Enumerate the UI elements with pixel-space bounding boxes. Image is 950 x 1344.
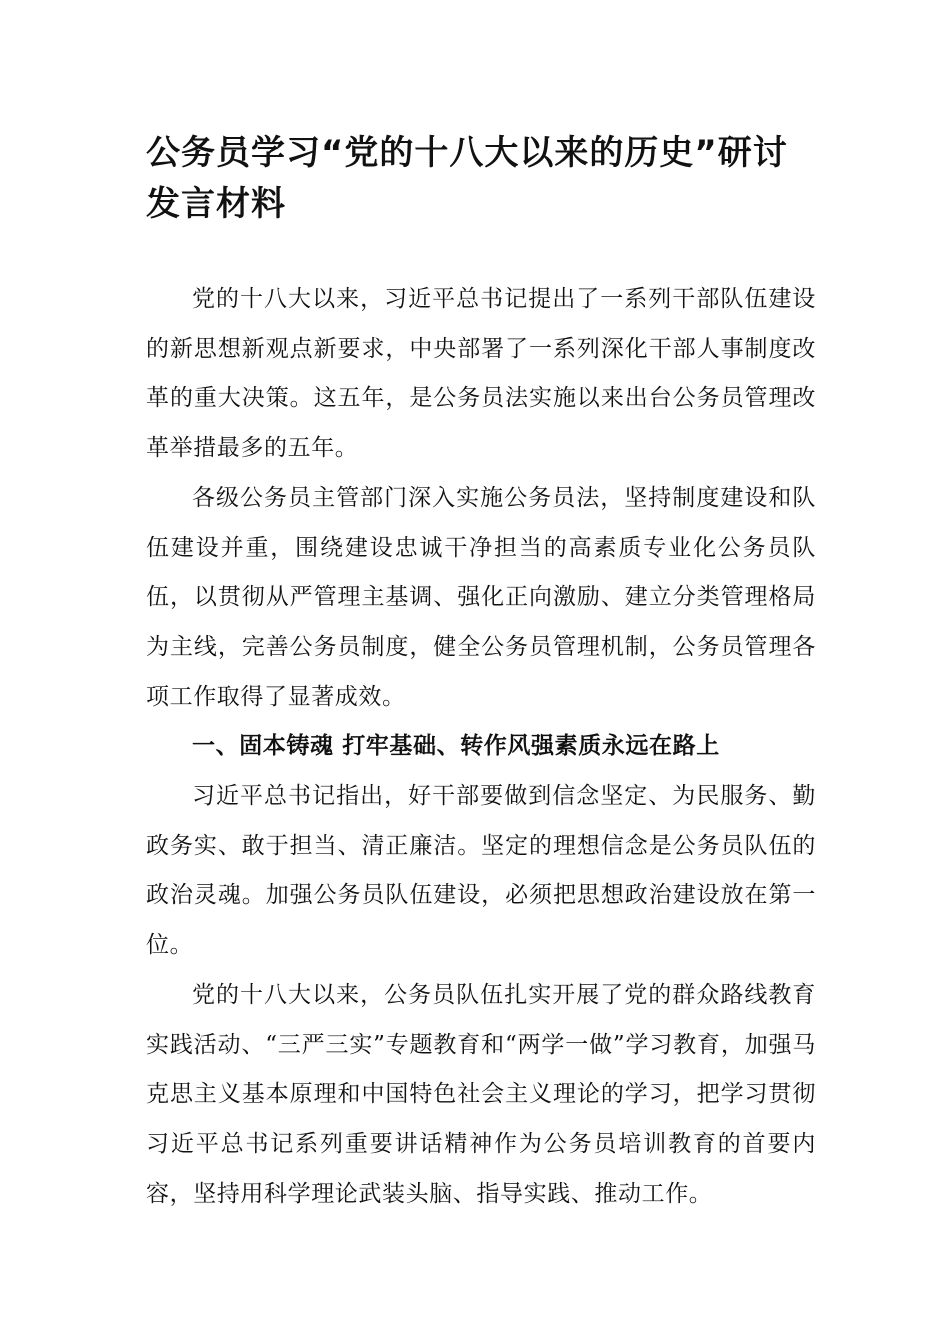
paragraph-achievements: 各级公务员主管部门深入实施公务员法，坚持制度建设和队伍建设并重，围绕建设忠诚干净担当的高素质专业化公务员队伍，以贯彻从严管理主基调、强化正向激励、建立分类管理格局为主线，完善公务员制度，健全公务员管理机制，公务员管理各项工作取得了显著成效。	[146, 484, 816, 710]
document-body	[146, 275, 816, 1219]
paragraph-education-campaigns: 党的十八大以来，公务员队伍扎实开展了党的群众路线教育实践活动、“三严三实”专题教育和“两学一做”学习教育，加强马克思主义基本原理和中国特色社会主义理论的学习，把学习贯彻习近平总书记系列重要讲话精神作为公务员培训教育的首要内容，坚持用科学理论武装头脑、指导实践、推动工作。	[146, 981, 816, 1207]
paragraph-intro: 党的十八大以来，习近平总书记提出了一系列干部队伍建设的新思想新观点新要求，中央部署了一系列深化干部人事制度改革的重大决策。这五年，是公务员法实施以来出台公务员管理改革举措最多的五年。	[146, 286, 816, 462]
document-title: 公务员学习“党的十八大以来的历史”研讨发言材料	[146, 133, 788, 224]
section-heading-1: 一、固本铸魂 打牢基础、转作风强素质永远在路上	[192, 733, 720, 760]
paragraph-good-cadres: 习近平总书记指出，好干部要做到信念坚定、为民服务、勤政务实、敢于担当、清正廉洁。坚定的理想信念是公务员队伍的政治灵魂。加强公务员队伍建设，必须把思想政治建设放在第一位。	[146, 783, 816, 959]
